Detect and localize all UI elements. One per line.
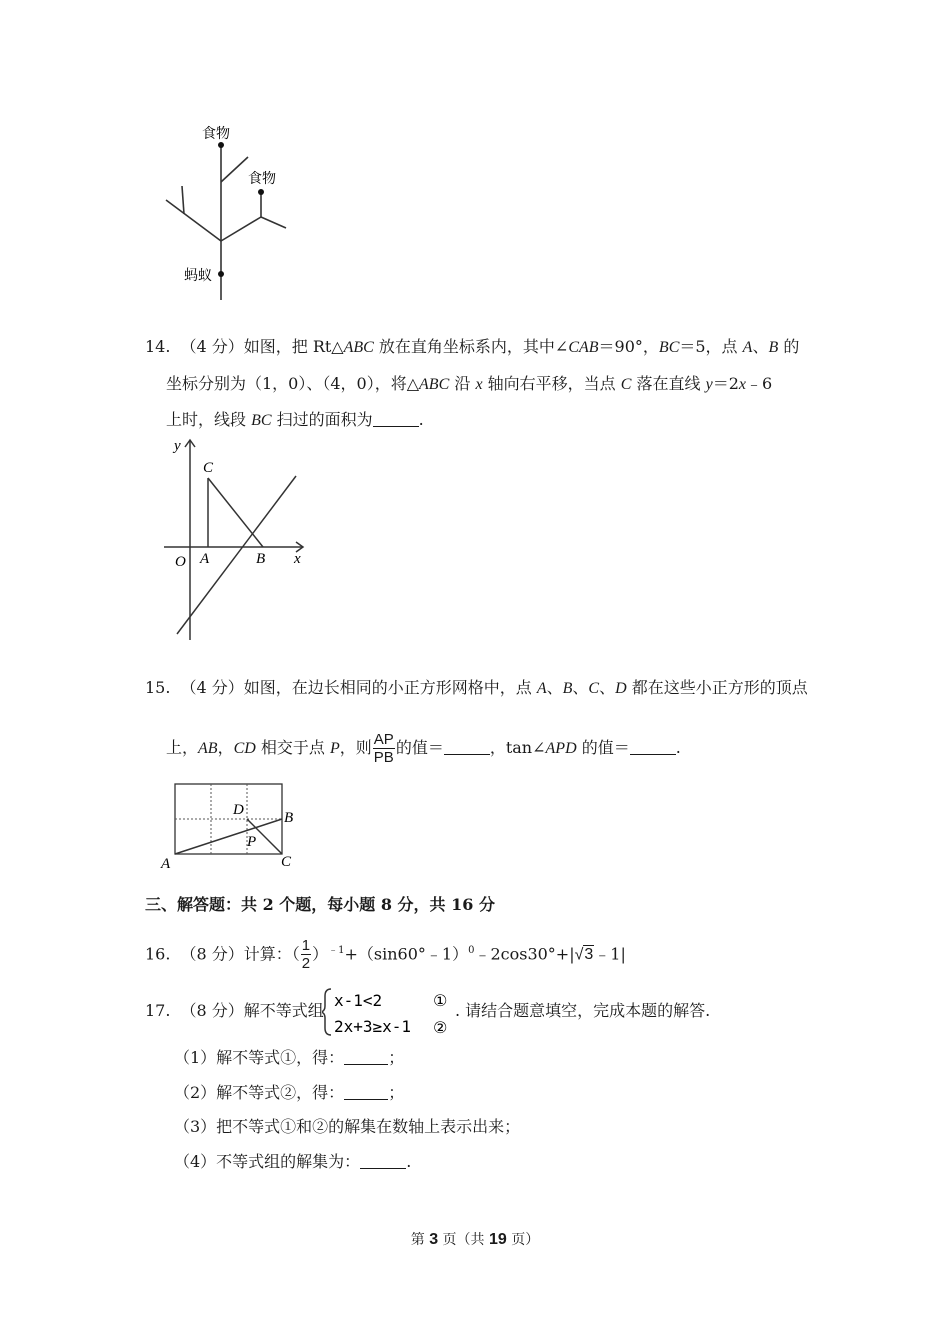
q15-answer-blank-1[interactable]	[444, 740, 490, 755]
current-page: 3	[429, 1231, 439, 1248]
svg-text:①: ①	[433, 991, 448, 1010]
ap-over-pb-fraction: $\frac{AP}{PB}$	[373, 731, 394, 766]
q17-blank-2[interactable]	[344, 1085, 388, 1100]
inequality-system	[322, 986, 457, 1038]
q17-sub1: （1）解不等式①，得： ；	[174, 1048, 405, 1067]
q16-line: 16. （8 分）计算：（ $\frac{1}{2}$ ）$^{﹣1}$+（sin60°﹣1）$^0$﹣2cos30°+|√3﹣1|	[145, 937, 626, 973]
ant-food-figure	[160, 120, 300, 305]
q17-blank-4[interactable]	[360, 1154, 406, 1169]
q14-number: 14.	[145, 337, 171, 356]
q15-grid-figure	[160, 778, 300, 873]
q16-score: （8 分）	[180, 944, 244, 964]
svg-text:②: ②	[433, 1018, 448, 1037]
q17-number: 17.	[145, 1001, 171, 1020]
q15-number: 15.	[145, 678, 171, 697]
svg-text:B: B	[256, 551, 266, 567]
ant-dot	[218, 271, 224, 277]
svg-text:A: A	[200, 551, 210, 567]
q14-coordinate-figure	[160, 432, 310, 647]
food-top-dot	[218, 142, 224, 148]
food-top-label: 食物	[202, 127, 230, 142]
side-cb	[208, 478, 263, 547]
q17-sub2: （2）解不等式②，得： ；	[174, 1083, 405, 1102]
food-right-label: 食物	[248, 172, 276, 187]
q15-score: （4 分）	[180, 678, 244, 697]
svg-text:P: P	[247, 834, 257, 850]
q17-sub3: （3）把不等式①和②的解集在数轴上表示出来；	[174, 1117, 521, 1136]
svg-text:O: O	[175, 554, 186, 570]
svg-text:2x+3≥x-1: 2x+3≥x-1	[334, 1017, 412, 1036]
q14-answer-blank[interactable]	[373, 412, 419, 427]
q14-score: （4 分）	[180, 337, 244, 356]
q17-score: （8 分）	[180, 1001, 244, 1020]
q14-line2: 坐标分别为（1，0）、（4，0），将△ABC 沿 x 轴向右平移，当点 C 落在直线 y＝2x﹣6	[166, 374, 773, 393]
page-footer: 第 3 页（共 19 页）	[410, 1231, 540, 1248]
svg-text:x: x	[294, 551, 301, 567]
svg-text:C: C	[203, 460, 214, 476]
q16-number: 16.	[145, 944, 171, 964]
food-right-dot	[258, 189, 264, 195]
total-pages: 19	[489, 1231, 507, 1248]
q17-number-score: 17. （8 分）解不等式组	[145, 1001, 324, 1020]
sqrt-3: √3	[574, 946, 594, 964]
q15-line1: 15. （4 分）如图，在边长相同的小正方形网格中，点 A、B、C、D 都在这些小正方形的顶点	[145, 678, 808, 697]
q14-line1: 14. （4 分）如图，把 Rt△ABC 放在直角坐标系内，其中∠CAB＝90°，BC＝5，点 A、B 的	[145, 337, 800, 356]
q17-blank-1[interactable]	[344, 1050, 388, 1065]
svg-text:A: A	[161, 856, 171, 872]
segment-ab	[175, 819, 282, 854]
q15-answer-blank-2[interactable]	[630, 740, 676, 755]
section3-title: 三、解答题：共 2 个题，每小题 8 分，共 16 分	[145, 895, 495, 914]
half-fraction: $\frac{1}{2}$	[301, 937, 311, 973]
q17-sub4: （4）不等式组的解集为： .	[174, 1152, 412, 1171]
line-y-2x-6	[177, 476, 296, 634]
svg-text:y: y	[174, 438, 181, 454]
svg-text:C: C	[281, 854, 292, 870]
svg-text:D: D	[233, 802, 244, 818]
q17-instruction: . 请结合题意填空，完成本题的解答.	[455, 1001, 711, 1020]
q14-line3: 上时，线段 BC 扫过的面积为 .	[166, 410, 424, 429]
svg-text:x-1<2: x-1<2	[334, 991, 383, 1010]
ant-label: 蚂蚁	[184, 269, 212, 284]
svg-text:B: B	[284, 810, 294, 826]
q15-line2: 上，AB，CD 相交于点 P，则 $\frac{AP}{PB}$ 的值＝ ，tan∠APD 的值＝ .	[166, 731, 681, 766]
